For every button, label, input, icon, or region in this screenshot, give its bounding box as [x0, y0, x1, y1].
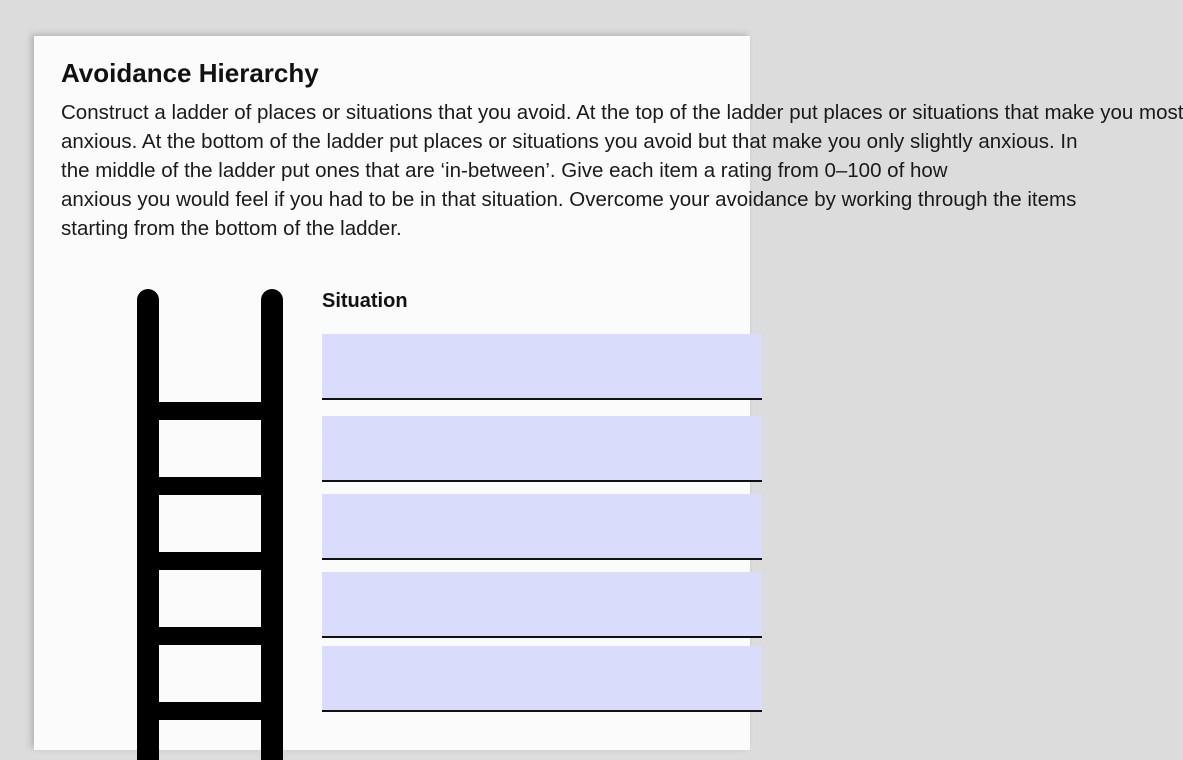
- instructions-line: starting from the bottom of the ladder.: [61, 217, 402, 240]
- instructions-line: the middle of the ladder put ones that are ‘in-between’. Give each item a rating from 0–100 of how: [61, 159, 948, 182]
- worksheet-page: [34, 36, 1183, 750]
- ladder-rung: [148, 627, 272, 645]
- situation-field-1[interactable]: [322, 334, 762, 400]
- situation-field-5[interactable]: [322, 646, 762, 712]
- situation-field-2[interactable]: [322, 416, 762, 482]
- situation-field-4[interactable]: [322, 572, 762, 638]
- instructions-line: anxious. At the bottom of the ladder put places or situations you avoid but that make you only slightly anxious. In: [61, 130, 1078, 153]
- instructions-line: anxious you would feel if you had to be in that situation. Overcome your avoidance by working through the items: [61, 188, 1077, 211]
- ladder-rung: [148, 402, 272, 420]
- situation-field-3[interactable]: [322, 494, 762, 560]
- page-title: Avoidance Hierarchy: [61, 58, 319, 88]
- ladder-rung: [148, 552, 272, 570]
- ladder-icon: [128, 290, 298, 760]
- ladder-rung: [148, 477, 272, 495]
- instructions-paragraph: [61, 98, 1183, 243]
- instructions-line: Construct a ladder of places or situations that you avoid. At the top of the ladder put places or situations that make you most: [61, 101, 1183, 124]
- situation-column-label: Situation: [322, 290, 408, 312]
- ladder-rung: [148, 702, 272, 720]
